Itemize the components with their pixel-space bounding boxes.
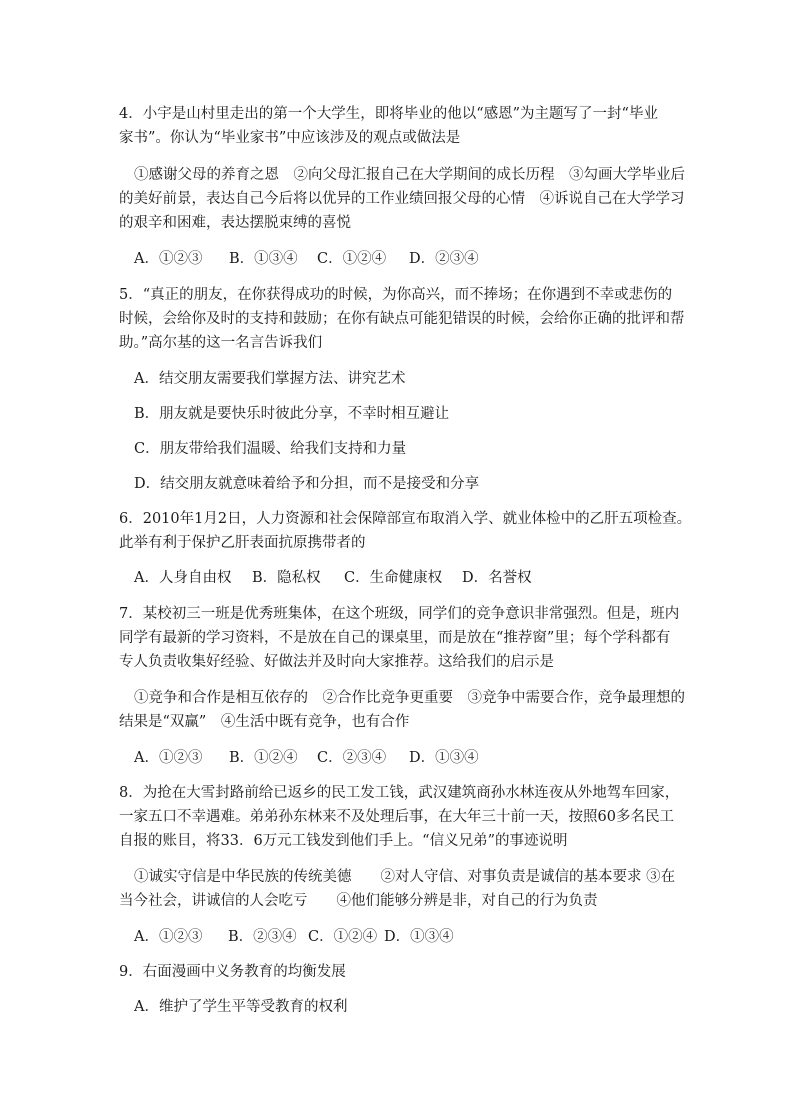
q4-stem-line-2: 家书”。你认为“毕业家书”中应该涉及的观点或做法是 xyxy=(119,130,461,146)
q9-choice-a[interactable]: A．维护了学生平等受教育的权利 xyxy=(134,999,348,1015)
q7-options xyxy=(134,748,479,768)
q4-statement-line-3: 的艰辛和困难，表达摆脱束缚的喜悦 xyxy=(119,215,351,231)
q9-stem-line-1: 9．右面漫画中义务教育的均衡发展 xyxy=(119,964,346,980)
q8-stem-line-3: 自报的账目，将33．6万元工钱发到他们手上。“信义兄弟”的事迹说明 xyxy=(119,833,568,849)
q7-option-d[interactable]: D．①③④ xyxy=(409,750,479,766)
q7-statement-line-1: ①竞争和合作是相互依存的 ②合作比竞争更重要 ③竞争中需要合作，竞争最理想的 xyxy=(134,690,685,706)
q8-option-a[interactable]: A．①②③ xyxy=(134,929,203,945)
q6-option-a[interactable]: A．人身自由权 xyxy=(134,570,232,586)
q7-statement-line-2: 结果是“双赢” ④生活中既有竞争，也有合作 xyxy=(119,714,410,730)
q6-option-c[interactable]: C．生命健康权 xyxy=(344,570,443,586)
q7-stem-line-3: 专人负责收集好经验、好做法并及时向大家推荐。这给我们的启示是 xyxy=(119,654,554,670)
q8-stem-line-2: 一家五口不幸遇难。弟弟孙东林来不及处理后事，在大年三十前一天，按照60多名民工 xyxy=(119,809,674,825)
q5-choice-a[interactable]: A．结交朋友需要我们掌握方法、讲究艺术 xyxy=(134,371,406,387)
q5-choice-d[interactable]: D．结交朋友就意味着给予和分担，而不是接受和分享 xyxy=(134,476,480,492)
q4-option-b[interactable]: B．①③④ xyxy=(229,251,298,267)
q8-statement-line-2: 当今社会，讲诚信的人会吃亏 ④他们能够分辨是非，对自己的行为负责 xyxy=(119,893,598,909)
q5-choice-c[interactable]: C．朋友带给我们温暖、给我们支持和力量 xyxy=(134,441,407,457)
q5-stem-line-3: 助。”高尔基的这一名言告诉我们 xyxy=(119,335,323,351)
q5-stem-line-2: 时候，会给你及时的支持和鼓励；在你有缺点可能犯错误的时候，会给你正确的批评和帮 xyxy=(119,311,685,327)
q5-stem-line-1: 5．“真正的朋友，在你获得成功的时候，为你高兴，而不捧场；在你遇到不幸或悲伤的 xyxy=(119,287,673,303)
q7-stem-line-1: 7．某校初三一班是优秀班集体，在这个班级，同学们的竞争意识非常强烈。但是，班内 xyxy=(119,606,680,622)
q4-option-a[interactable]: A．①②③ xyxy=(134,251,203,267)
q7-option-a[interactable]: A．①②③ xyxy=(134,750,203,766)
q6-option-d[interactable]: D．名誉权 xyxy=(462,570,532,586)
q6-stem-line-1: 6．2010年1月2日，人力资源和社会保障部宣布取消入学、就业体检中的乙肝五项检查。 xyxy=(119,511,692,527)
q5-choice-b[interactable]: B．朋友就是要快乐时彼此分享，不幸时相互避让 xyxy=(134,406,450,422)
q4-option-c[interactable]: C．①②④ xyxy=(317,251,387,267)
q7-stem-line-2: 同学有最新的学习资料，不是放在自己的课桌里，而是放在“推荐窗”里；每个学科都有 xyxy=(119,630,671,646)
q7-option-c[interactable]: C．②③④ xyxy=(317,750,387,766)
q8-option-d[interactable]: D．①③④ xyxy=(384,929,454,945)
q8-statement-line-1: ①诚实守信是中华民族的传统美德 ②对人守信、对事负责是诚信的基本要求 ③在 xyxy=(134,869,676,885)
q8-option-b[interactable]: B．②③④ xyxy=(228,929,297,945)
q4-statement-line-1: ①感谢父母的养育之恩 ②向父母汇报自己在大学期间的成长历程 ③勾画大学毕业后 xyxy=(134,167,685,183)
q4-statement-line-2: 的美好前景，表达自己今后将以优异的工作业绩回报父母的心情 ④诉说自己在大学学习 xyxy=(119,191,685,207)
q6-options xyxy=(134,568,532,588)
q8-option-c[interactable]: C．①②④ xyxy=(308,929,378,945)
q4-option-d[interactable]: D．②③④ xyxy=(409,251,479,267)
q7-option-b[interactable]: B．①②④ xyxy=(229,750,298,766)
q8-stem-line-1: 8．为抢在大雪封路前给已返乡的民工发工钱，武汉建筑商孙水林连夜从外地驾车回家， xyxy=(119,785,680,801)
q4-options xyxy=(134,249,479,269)
q6-option-b[interactable]: B．隐私权 xyxy=(252,570,321,586)
q8-options xyxy=(134,927,454,947)
q4-stem-line-1: 4．小宇是山村里走出的第一个大学生，即将毕业的他以“感恩”为主题写了一封“毕业 xyxy=(119,106,658,122)
q6-stem-line-2: 此举有利于保护乙肝表面抗原携带者的 xyxy=(119,535,366,551)
